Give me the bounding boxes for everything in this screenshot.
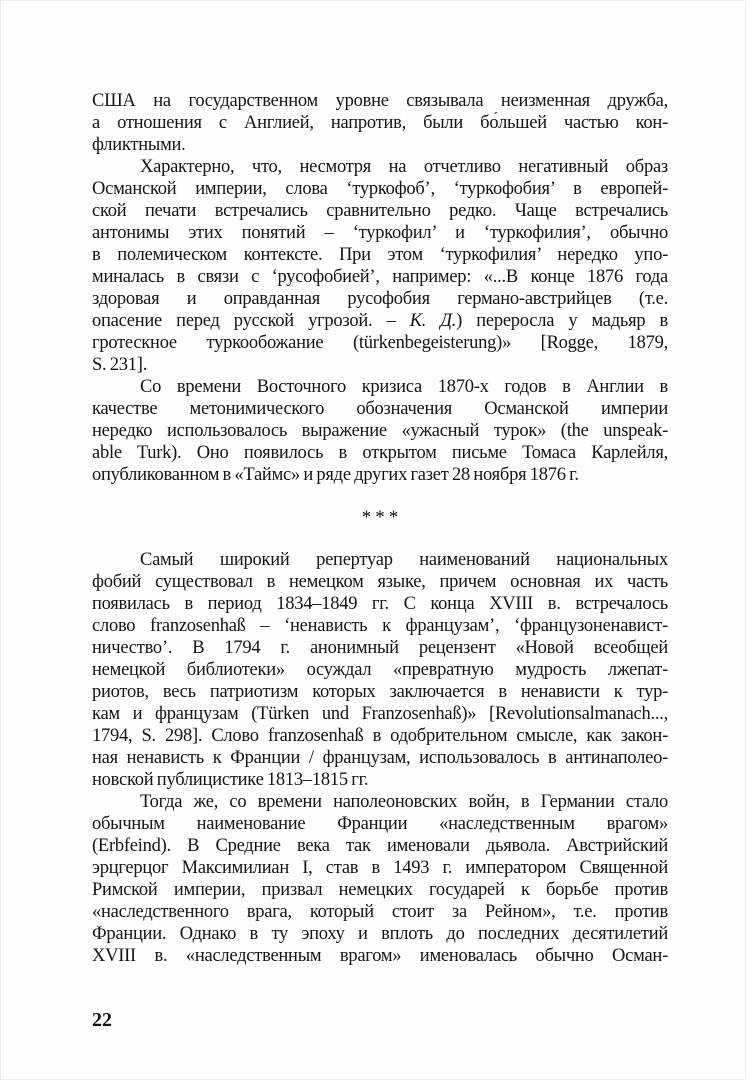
text-segment: (Erbfeind). В Средние века так именовали дьявола. Австрийский	[92, 836, 668, 856]
text-line	[92, 835, 668, 857]
text-line	[92, 769, 668, 791]
text-line	[92, 637, 668, 659]
text-line	[92, 112, 668, 134]
text-segment: США на государственном уровне связывала неизменная дружба,	[92, 91, 668, 111]
text-line	[92, 923, 668, 945]
text-segment: антонимы этих понятий – ‘туркофил’ и ‘туркофилия’, обычно	[92, 223, 668, 243]
text-segment: Османской империи, слова ‘туркофоб’, ‘туркофобия’ в европей-	[92, 179, 668, 199]
text-line	[92, 571, 668, 593]
text-segment: XVIII в. «наследственным врагом» именовалась обычно Осман-	[92, 946, 668, 966]
text-segment: нередко использовалось выражение «ужасный турок» (the unspeak-	[92, 421, 668, 441]
text-line	[92, 681, 668, 703]
text-line	[92, 266, 668, 288]
text-line	[92, 615, 668, 637]
text-line	[92, 332, 668, 354]
text-line	[92, 659, 668, 681]
text-segment: able Turk). Оно появилось в открытом письме Томаса Карлейля,	[92, 443, 668, 463]
text-segment: Тогда же, со времени наполеоновских войн, в Германии стало	[140, 792, 668, 812]
text-line	[92, 288, 668, 310]
paragraph	[92, 156, 668, 376]
text-line	[92, 703, 668, 725]
text-segment: Характерно, что, несмотря на отчетливо негативный образ	[140, 157, 668, 177]
text-segment: ) переросла у мадьяр в	[456, 311, 668, 331]
text-line	[92, 901, 668, 923]
text-segment: опасение перед русской угрозой. –	[92, 311, 410, 331]
text-line	[92, 134, 668, 156]
text-segment: миналась в связи с ‘русофобией’, например: «...В конце 1876 года	[92, 267, 668, 287]
text-segment: гротескное туркообожание (türkenbegeisterung)» [Rogge, 1879,	[92, 333, 668, 353]
text-line	[92, 747, 668, 769]
text-segment: ная ненависть к Франции / французам, использовалось в антинаполео-	[92, 748, 668, 768]
text-segment: Франции. Однако в ту эпоху и вплоть до последних десятилетий	[92, 924, 668, 944]
text-line	[92, 813, 668, 835]
text-line	[92, 464, 668, 486]
text-segment: опубликованном в «Таймс» и ряде других газет 28 ноября 1876 г.	[92, 465, 579, 485]
section-separator: ***	[361, 506, 403, 528]
text-segment: фликтными.	[92, 135, 186, 155]
text-line	[92, 244, 668, 266]
text-segment: Самый широкий репертуар наименований национальных	[140, 550, 668, 570]
text-line	[92, 354, 668, 376]
text-line	[92, 178, 668, 200]
text-segment: появилась в период 1834–1849 гг. С конца XVIII в. встречалось	[92, 594, 668, 614]
text-line	[92, 549, 668, 571]
text-line	[92, 200, 668, 222]
text-line	[92, 857, 668, 879]
text-line	[92, 310, 668, 332]
text-segment: эрцгерцог Максимилиан I, став в 1493 г. императором Священной	[92, 858, 668, 878]
text-segment: обычным наименование Франции «наследственным врагом»	[92, 814, 668, 834]
paragraph	[92, 791, 668, 967]
text-segment: немецкой библиотеки» осуждал «превратную мудрость лжепат-	[92, 660, 668, 680]
text-segment: здоровая и оправданная русофобия германо-австрийцев (т.е.	[92, 289, 668, 309]
text-line	[92, 593, 668, 615]
text-segment: «наследственного врага, который стоит за Рейном», т.е. против	[92, 902, 668, 922]
text-line	[92, 156, 668, 178]
paragraph	[92, 549, 668, 791]
text-segment: качестве метонимического обозначения Османской империи	[92, 399, 668, 419]
text-line	[92, 376, 668, 398]
paragraph	[92, 376, 668, 486]
text-segment: кам и французам (Türken und Franzosenhaß)» [Revolutionsalmanach...,	[92, 704, 668, 724]
paragraph	[92, 90, 668, 156]
text-segment: ничество’. В 1794 г. анонимный рецензент «Новой всеобщей	[92, 638, 668, 658]
text-segment: Римской империи, призвал немецких государей к борьбе против	[92, 880, 668, 900]
page-number: 22	[92, 1009, 112, 1031]
text-segment: К. Д.	[409, 311, 457, 331]
text-line	[92, 90, 668, 112]
text-segment: фобий существовал в немецком языке, причем основная их часть	[92, 572, 668, 592]
text-segment: 1794, S. 298]. Слово franzosenhaß в одобрительном смысле, как закон-	[92, 726, 668, 746]
text-segment: S. 231].	[92, 355, 148, 375]
text-segment: риотов, весь патриотизм которых заключается в ненависти к тур-	[92, 682, 668, 702]
text-line	[92, 945, 668, 967]
text-segment: слово franzosenhaß – ‘ненависть к французам’, ‘французоненавист-	[92, 616, 668, 636]
text-line	[92, 442, 668, 464]
text-line	[92, 222, 668, 244]
text-line	[92, 791, 668, 813]
text-segment: новской публицистике 1813–1815 гг.	[92, 770, 369, 790]
text-line	[92, 879, 668, 901]
text-block	[92, 90, 668, 967]
text-segment: в полемическом контексте. При этом ‘туркофилия’ нередко упо-	[92, 245, 668, 265]
text-segment: ской печати встречались сравнительно редко. Чаще встречались	[92, 201, 668, 221]
text-line	[92, 398, 668, 420]
text-line	[92, 725, 668, 747]
text-segment: Со времени Восточного кризиса 1870-х годов в Англии в	[140, 377, 668, 397]
text-line	[92, 420, 668, 442]
text-segment: а отношения с Англией, напротив, были бо́льшей частью кон-	[92, 113, 668, 133]
